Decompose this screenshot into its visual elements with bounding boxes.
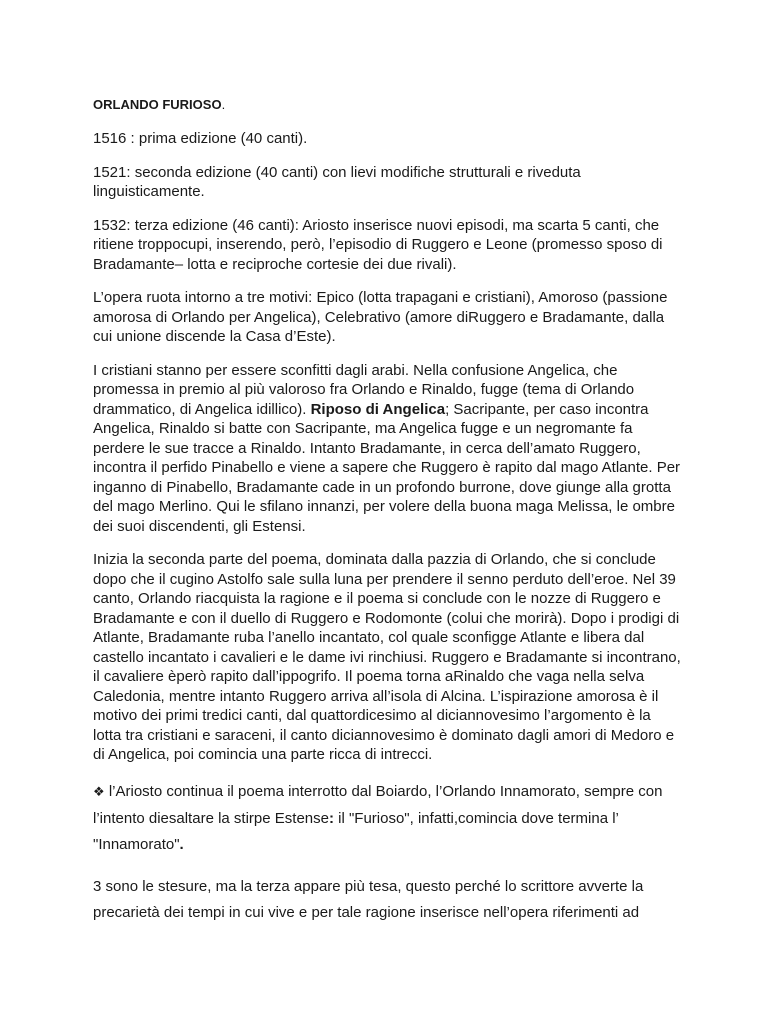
plot-text-rest: ; Sacripante, per caso incontra Angelica, Rinaldo si batte con Sacripante, ma Angelica fugge e un negromante fa perdere le sue tracce a Rinaldo. Intanto Bradamante, in cerca dell’amato Ruggero, incontra il perfido Pinabello e viene a sapere che Ruggero è rapito dal mago Atlante. Per inganno di Pinabello, Bradamante cade in un profondo burrone, dove giunge alla grotta del mago Merlino. Qui le sfilano innanzi, per volere della buona maga Melissa, le ombre dei suoi discendenti, gli Estensi. — [93, 400, 681, 535]
boiardo-text-rest: il "Furioso", infatti,comincia dove termina l’ "Innamorato" — [93, 809, 619, 853]
riposo-di-angelica-heading: Riposo di Angelica — [310, 400, 446, 418]
boiardo-text-start: l’Ariosto continua il poema interrotto dal Boiardo, l’Orlando Innamorato, sempre con l’intento diesaltare la stirpe Estense — [93, 782, 663, 827]
document-body — [93, 97, 683, 926]
plot-text-start: I cristiani stanno per essere sconfitti dagli arabi. Nella confusione Angelica, che promessa in premio al più valoroso fra Orlando e Rinaldo, fugge (tema di Orlando drammatico, di Angelica idillico). — [93, 361, 635, 418]
paragraph-stesure: 3 sono le stesure, ma la terza appare più tesa, questo perché lo scrittore avverte la precarietà dei tempi in cui vive e per tale ragione inserisce nell’opera riferimenti ad — [93, 877, 644, 921]
diamond-bullet-icon: ❖ — [93, 784, 105, 800]
boiardo-colon: : — [328, 809, 334, 827]
paragraph-first-edition: 1516 : prima edizione (40 canti). — [93, 130, 308, 147]
document-title-line — [93, 97, 683, 112]
boiardo-period: . — [179, 835, 184, 853]
paragraph-plot-second-part: Inizia la seconda parte del poema, dominata dalla pazzia di Orlando, che si conclude dopo che il cugino Astolfo sale sulla luna per prendere il senno perduto dell’eroe. Nel 39 canto, Orlando riacquista la ragione e il poema si conclude con le nozze di Ruggero e Bradamante e con il duello di Ruggero e Rodomonte (colui che morirà). Dopo i prodigi di Atlante, Bradamante ruba l’anello incantato, col quale sconfigge Atlante e libera dal castello incantato i cavalieri e le dame ivi rinchiusi. Ruggero e Bradamante si incontrano, il cavaliere èperò rapito dall’ippogrifo. Il poema torna aRinaldo che vaga nella selva Caledonia, mentre intanto Ruggero arriva all’isola di Alcina. L’ispirazione amorosa è il motivo dei primi tredici canti, dal quattordicesimo al diciannovesimo l’argomento è la lotta tra cristiani e saraceni, il canto diciannovesimo è dominato dagli amori di Medoro e di Angelica, poi comincia una parte ricca di intrecci. — [93, 551, 681, 763]
paragraph-motifs: L’opera ruota intorno a tre motivi: Epico (lotta trapagani e cristiani), Amoroso (passione amorosa di Orlando per Angelica), Celebrativo (amore diRuggero e Bradamante, dalla cui unione discende la Casa d’Este). — [93, 289, 668, 345]
paragraph-plot-first-part — [93, 361, 683, 537]
title-period: . — [221, 97, 226, 112]
paragraph-boiardo-bullet — [93, 779, 683, 858]
document-title: ORLANDO FURIOSO — [93, 97, 222, 112]
paragraph-second-edition: 1521: seconda edizione (40 canti) con lievi modifiche strutturali e riveduta linguisticamente. — [93, 163, 581, 200]
paragraph-third-edition: 1532: terza edizione (46 canti): Ariosto inserisce nuovi episodi, ma scarta 5 canti, che ritiene troppocupi, inserendo, però, l’episodio di Ruggero e Leone (promesso sposo di Bradamante– lotta e reciproche cortesie dei due rivali). — [93, 216, 663, 273]
